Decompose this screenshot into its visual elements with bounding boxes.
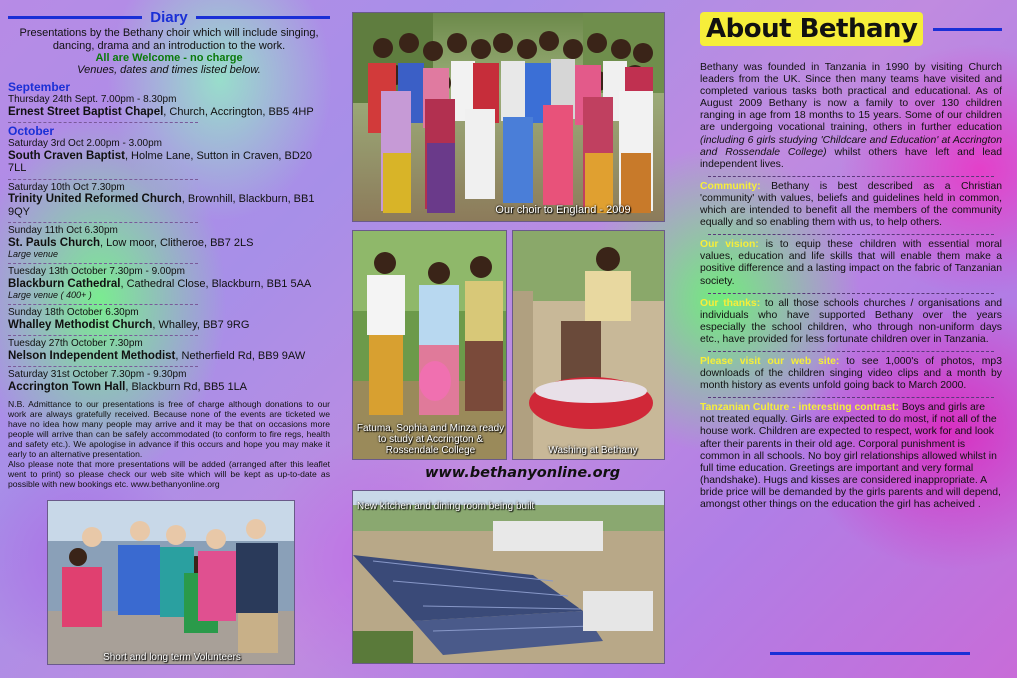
- event-address: , Low moor, Clitheroe, BB7 2LS: [100, 236, 254, 249]
- event-divider: [8, 263, 198, 264]
- community-text: Bethany is best described as a Christian 'community' with values, beliefs and guidelines held in common, which are intended to benefit all the members of the community equally and so enabling them with us, to help others.: [700, 180, 1003, 229]
- washing-image: [513, 231, 665, 460]
- event-venue: Whalley Methodist Church: [8, 318, 153, 331]
- washing-photo: [512, 230, 665, 460]
- community-label: Community:: [700, 180, 761, 192]
- website-url[interactable]: www.bethanyonline.org: [425, 465, 621, 481]
- event-divider: [8, 222, 198, 223]
- diary-rule-left: [8, 16, 142, 19]
- event-date: Saturday 10th Oct 7.30pm: [8, 181, 125, 193]
- venues-note: Venues, dates and times listed below.: [77, 64, 261, 76]
- event-item: [8, 225, 330, 259]
- event-venue-line: [8, 319, 330, 332]
- about-title: About Bethany: [700, 12, 923, 46]
- event-venue-line: [8, 106, 330, 119]
- event-item: [8, 138, 330, 175]
- nb-text-2: Also please note that more presentations will be added (arranged after this leaflet went to print) so please check our web site which will be kept as up-to-date as possible with new bookings etc. www.bethanyonline.org: [8, 459, 330, 489]
- diary-header: [8, 8, 330, 26]
- thanks-label: Our thanks:: [700, 297, 761, 309]
- event-date: Tuesday 13th October 7.30pm - 9.00pm: [8, 266, 185, 277]
- event-venue-line: [8, 350, 330, 363]
- event-note: Large venue ( 400+ ): [8, 290, 92, 300]
- vision-text: is to equip these children with essential moral values, education and life skills that will enable them make a positive difference and a lasting impact on the fabric of Tanzanian society.: [700, 239, 1002, 287]
- nb-text: N.B. Admittance to our presentations is free of charge although donations to our work are always gratefully received. Because none of the events are ticketed we have no idea how many people may arrive and it may be that on occasions more people will arrive than can be safely accommodated (to conform to fire regs, health and safety etc.). We apologise in advance if this occurs and hope you may make it early to an alternative presentation.: [8, 399, 330, 459]
- girls-caption: Fatuma, Sophia and Minza ready to study at Accrington & Rossendale College: [356, 423, 505, 456]
- diary-intro: Presentations by the Bethany choir which will include singing, dancing, drama and an introduction to the work.: [19, 27, 319, 52]
- vision-label: Our vision:: [700, 239, 759, 251]
- event-address: , Netherfield Rd, BB9 9AW: [175, 349, 306, 362]
- nb-note: [8, 399, 330, 489]
- welcome-text: All are Welcome - no charge: [95, 52, 243, 64]
- volunteers-photo: [47, 500, 295, 665]
- event-item: [8, 307, 330, 331]
- event-date: Sunday 18th October 6.30pm: [8, 307, 139, 318]
- event-venue: Ernest Street Baptist Chapel: [8, 105, 164, 118]
- about-header: [700, 12, 1002, 46]
- about-intro: [700, 62, 1002, 171]
- event-venue-line: [8, 150, 330, 175]
- month-september: September: [8, 80, 71, 94]
- choir-photo: [352, 12, 665, 222]
- event-venue-line: [8, 237, 330, 250]
- event-date: Saturday 3rd Oct 2.00pm - 3.00pm: [8, 138, 162, 149]
- event-venue-line: [8, 278, 330, 291]
- event-divider: [8, 366, 198, 367]
- visit-text: to see 1,000's of photos, mp3 downloads of the children singing video clips and a month by month history as events unfold going back to March 2000.: [700, 355, 1002, 392]
- bottom-rule: [770, 652, 970, 655]
- about-column: [700, 12, 1002, 511]
- kitchen-photo: [352, 490, 665, 664]
- event-venue-line: [8, 381, 330, 394]
- event-venue: South Craven Baptist: [8, 149, 125, 162]
- event-note: Large venue: [8, 249, 59, 259]
- event-address: , Blackburn Rd, BB5 1LA: [125, 380, 248, 393]
- event-item: [8, 182, 330, 219]
- volunteers-caption: Short and long term Volunteers: [103, 652, 241, 663]
- divider: [708, 351, 994, 352]
- washing-caption: Washing at Bethany: [548, 445, 638, 456]
- event-date: Sunday 11th Oct 6.30pm: [8, 225, 118, 236]
- event-date: Saturday 31st October 7.30pm - 9.30pm: [8, 369, 187, 380]
- divider: [8, 122, 198, 123]
- culture-section: [700, 402, 1002, 511]
- event-venue: St. Pauls Church: [8, 236, 101, 249]
- event-item: [8, 94, 330, 118]
- choir-image: [353, 13, 665, 222]
- volunteers-image: [48, 501, 295, 665]
- divider: [708, 176, 994, 177]
- event-date: Tuesday 27th October 7.30pm: [8, 338, 143, 349]
- event-address: , Church, Accrington, BB5 4HP: [163, 105, 314, 118]
- event-venue: Trinity United Reformed Church: [8, 193, 182, 205]
- visit-label: Please visit our web site:: [700, 355, 840, 367]
- divider: [708, 293, 994, 294]
- divider: [708, 234, 994, 235]
- visit-section: [700, 356, 1002, 392]
- diary-column: [8, 8, 330, 489]
- event-venue: Nelson Independent Methodist: [8, 349, 176, 362]
- about-rule: [933, 28, 1002, 31]
- event-address: , Holme Lane, Sutton in Craven, BD20 7LL: [8, 149, 313, 174]
- girls-photo: [352, 230, 507, 460]
- thanks-section: [700, 298, 1002, 346]
- vision-section: [700, 239, 1002, 287]
- event-item: [8, 338, 330, 362]
- diary-title: Diary: [150, 8, 188, 26]
- event-venue: Blackburn Cathedral: [8, 277, 121, 290]
- event-divider: [8, 335, 198, 336]
- kitchen-image: [353, 491, 665, 664]
- choir-caption: Our choir to England - 2009: [495, 204, 631, 216]
- event-venue-line: [8, 193, 330, 218]
- intro-text: Bethany was founded in Tanzania in 1990 by visiting Church leaders from the UK. Since then many teams have visited and completed various tasks both practical and educational. As of August 2009 Bethany is now a family to over 130 children ranging in age from 18 months to 15 years. Some of our children are undergoing vocational training, others in further education: [700, 62, 1002, 134]
- event-item: [8, 266, 330, 300]
- event-item: [8, 369, 330, 393]
- event-divider: [8, 179, 198, 180]
- event-address: , Cathedral Close, Blackburn, BB1 5AA: [120, 277, 312, 290]
- september-events: [8, 94, 330, 118]
- community-section: [700, 181, 1002, 229]
- event-date: Thursday 24th Sept. 7.00pm - 8.30pm: [8, 94, 177, 105]
- event-address: , Brownhill, Blackburn, BB1 9QY: [8, 193, 315, 218]
- culture-label: Tanzanian Culture - interesting contrast:: [700, 402, 899, 414]
- culture-text: Boys and girls are not treated equally. Girls are expected to do most, if not all of the house work. Children are expected to respect, work for and look after their parents in their old age. Corporal punishment is common in all schools. No boy girl relationships allowed whilst in full time education. Greetings are important and very formal (handshake). Hugs and kisses are considered inappropriate. A bride price will be demanded by the girls parents and will depend, amongst other things on the education the girl has acheived .: [700, 402, 1001, 510]
- intro-end: whilst others have left and lead independent lives.: [700, 146, 1002, 170]
- event-venue: Accrington Town Hall: [8, 380, 126, 393]
- diary-rule-right: [196, 16, 330, 19]
- october-events: [8, 138, 330, 393]
- intro-italic: (including 6 girls studying 'Childcare and Education' at Accrington and Rossendale College): [700, 134, 1002, 158]
- divider: [708, 397, 994, 398]
- thanks-text: to all those schools churches / organisations and individuals who have supported Bethany over the years especially the school children, who through non-uniform days etc., have provided for less fortunate children over in Tanzania.: [700, 297, 1003, 345]
- month-october: October: [8, 124, 55, 138]
- kitchen-caption: New kitchen and dining room being built: [357, 501, 535, 512]
- event-divider: [8, 304, 198, 305]
- event-address: , Whalley, BB7 9RG: [152, 318, 250, 331]
